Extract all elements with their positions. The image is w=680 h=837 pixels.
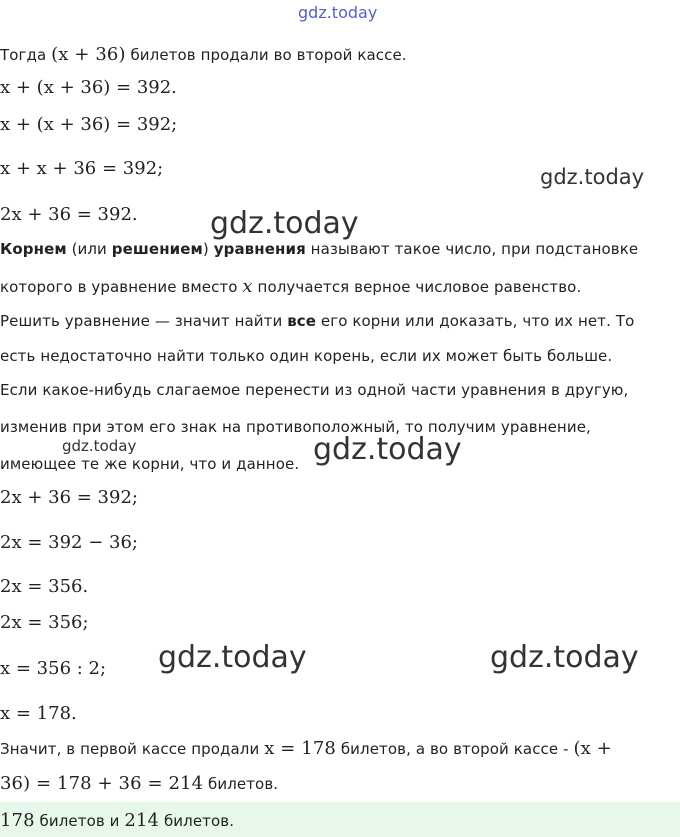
equation: 2x = 356. — [0, 576, 89, 597]
equation: 2x = 392 − 36; — [0, 532, 138, 553]
definition-line: Корнем (или решением) уравнения называют такое число, при подстановке — [0, 240, 639, 258]
definition-line: которого в уравнение вместо x получается верное числовое равенство. — [0, 276, 582, 297]
definition-line: Если какое-нибудь слагаемое перенести из одной части уравнения в другую, — [0, 381, 629, 399]
statement-line: Тогда (x + 36) билетов продали во второй кассе. — [0, 44, 407, 65]
equation: 2x = 356; — [0, 612, 89, 633]
equation: x + x + 36 = 392; — [0, 158, 164, 179]
watermark-top: gdz.today — [298, 3, 378, 22]
definition-line: есть недостаточно найти только один корень, если их может быть больше. — [0, 347, 613, 365]
equation: 2x + 36 = 392; — [0, 487, 138, 508]
equation: x = 356 : 2; — [0, 658, 107, 679]
watermark: gdz.today — [210, 206, 359, 241]
equation: x + (x + 36) = 392. — [0, 77, 177, 98]
watermark: gdz.today — [540, 165, 645, 189]
answer-line: 178 билетов и 214 билетов. — [0, 810, 235, 831]
definition-line: изменив при этом его знак на противоположный, то получим уравнение, — [0, 418, 591, 436]
definition-line: имеющее те же корни, что и данное. — [0, 455, 300, 473]
equation: x + (x + 36) = 392; — [0, 114, 178, 135]
conclusion-line: Значит, в первой кассе продали x = 178 билетов, а во второй кассе - (x + — [0, 738, 612, 759]
watermark: gdz.today — [490, 640, 639, 675]
watermark: gdz.today — [158, 640, 307, 675]
watermark: gdz.today — [62, 437, 137, 455]
answer-box — [0, 802, 680, 837]
math-expression: (x + 36) — [51, 44, 126, 65]
conclusion-line: 36) = 178 + 36 = 214 билетов. — [0, 773, 279, 794]
equation: 2x + 36 = 392. — [0, 204, 138, 225]
equation: x = 178. — [0, 703, 77, 724]
watermark: gdz.today — [313, 432, 462, 467]
definition-line: Решить уравнение — значит найти все его корни или доказать, что их нет. То — [0, 312, 635, 330]
